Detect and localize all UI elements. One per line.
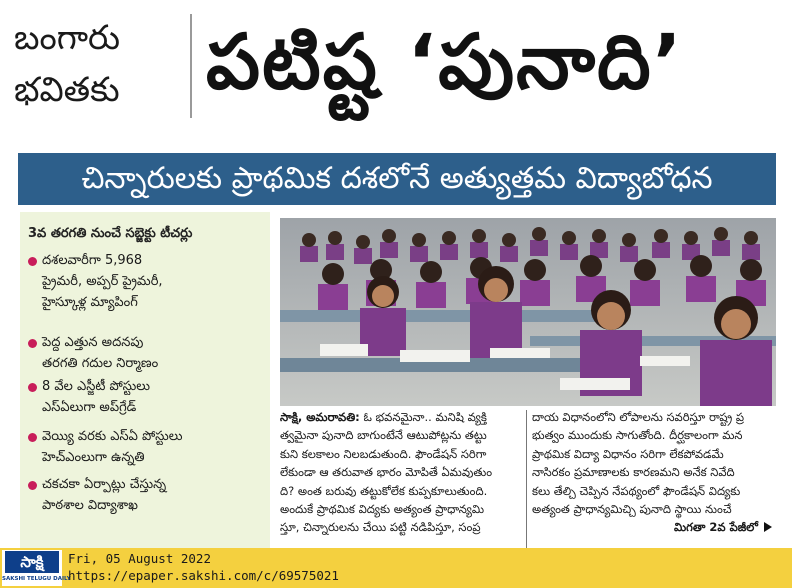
logo-subtext: SAKSHI TELUGU DAILY [2,576,71,582]
dateline: సాక్షి, అమరావతి: [280,410,360,424]
article-line: కుని కలకాలం నిలబడుతుంది. ఫౌండేషన్ సరిగా [280,446,487,461]
headline: పటిష్ట ‘పునాది’ [206,17,684,106]
epaper-link[interactable]: https://epaper.sakshi.com/c/69575021 [68,568,339,583]
bullet-icon [28,383,37,392]
classroom-photo-illustration [280,218,776,406]
article-line: త్వమైనా పునాది బాగుంటేనే ఆటుపోట్లను తట్టు [280,428,487,443]
highlights-title: 3వ తరగతి నుంచే సబ్జెక్టు టీచర్లు [28,226,193,241]
headline-kicker [8,8,186,120]
kicker-divider [190,14,192,118]
highlight-line: తరగతి గదుల నిర్మాణం [42,356,159,371]
article-line: స్తూ, చిన్నారులను చేయి పట్టి నడిపిస్తూ, సంప్ర [280,520,481,535]
kicker-line: బంగారు [14,18,120,58]
article-line: నాసిరకం ప్రమాణాలకు కారణమని అనేక నివేది [532,465,735,480]
article-line: కలు తేల్చి చెప్పిన నేపథ్యంలో ఫౌండేషన్ విద్యకు [532,483,741,498]
article-line: అత్యంత ప్రాధాన్యమిచ్చి పునాది స్థాయి నుంచే [532,502,732,517]
highlight-line: 8 వేల ఎస్జీటీ పోస్టులు [42,379,150,394]
bullet-icon [28,481,37,490]
article-line: భుత్వం ముందుకు సాగుతోంది. దీర్ఘకాలంగా మన [532,428,743,443]
footer-bar [0,548,792,588]
logo-wordmark: సాక్షి [5,551,59,573]
highlight-line: వెయ్యి వరకు ఎస్ఏ పోస్టులు [42,429,183,444]
play-triangle-icon [764,522,772,532]
article-column-2 [532,408,776,537]
bullet-icon [28,433,37,442]
subheadline: చిన్నారులకు ప్రాథమిక దశలోనే అత్యుత్తమ విద్యాబోధన [18,153,776,205]
article-column-1 [280,408,532,537]
continued-label: మిగతా 2వ పేజీలో [673,520,758,535]
highlights-box [20,212,270,548]
highlight-line: పెద్ద ఎత్తున అదనపు [42,335,144,350]
article-line: లేకుండా ఆ తరువాత భారం మోపితే ఏమవుతుం [280,465,493,480]
highlight-line: చకచకా ఏర్పాట్లు చేస్తున్న [42,477,167,492]
highlight-line: దశలవారీగా 5,968 [42,253,143,268]
highlight-line: హైస్కూళ్ల మ్యాపింగ్ [42,295,138,310]
article-line: ది? అంత బరువు తట్టుకోలేక కుప్పకూలుతుంది. [280,483,488,498]
highlight-line: హెచ్ఎంలుగా ఉన్నతి [42,450,145,465]
article-line-text: ఓ భవనమైనా.. మనిషి వ్యక్తి [363,410,487,424]
article-line [280,408,532,426]
bullet-icon [28,257,37,266]
column-divider [526,410,527,548]
article-line: అందుకే ప్రాథమిక విద్యకు అత్యంత ప్రాధాన్యమి [280,502,485,517]
highlight-line: ప్రైమరీ, అప్పర్ ప్రైమరీ, [42,274,163,289]
article-line: ప్రాథమిక విద్యా విధానం సరిగా లేకపోవడమే [532,446,724,461]
bullet-icon [28,339,37,348]
continued-note [532,518,776,536]
edition-date: Fri, 05 August 2022 [68,551,211,566]
highlight-line: పాఠశాల విద్యాశాఖ [42,498,138,513]
classroom-photo [280,218,776,406]
sakshi-logo[interactable] [2,550,71,586]
kicker-line: భవితకు [14,70,120,110]
highlight-line: ఎస్ఏలుగా అప్‌గ్రేడ్ [42,400,137,415]
article-line: దాయ విధానంలోని లోపాలను సవరిస్తూ రాష్ట్ర ప్ర [532,410,745,424]
